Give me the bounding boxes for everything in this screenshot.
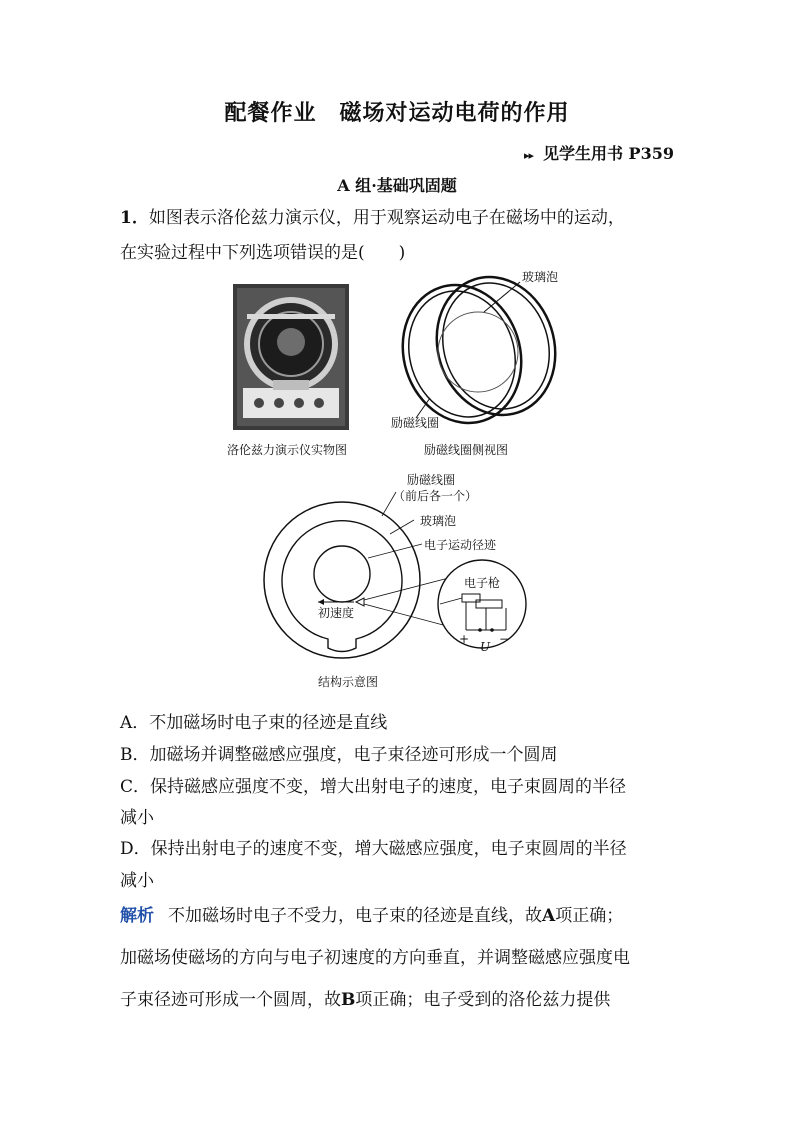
- analysis-text-1a: 不加磁场时电子不受力，电子束的径迹是直线，故: [168, 906, 542, 926]
- group-heading: A 组·基础巩固题: [337, 176, 457, 195]
- question-text-1: 如图表示洛伦兹力演示仪，用于观察运动电子在磁场中的运动，: [148, 208, 625, 228]
- double-arrow-icon: ▸▸: [523, 149, 533, 162]
- struct-minus-sign: −: [499, 632, 510, 646]
- question-line-1: [120, 203, 625, 228]
- analysis-line-1: [120, 901, 623, 926]
- struct-label-coil-note: （前后各一个）: [393, 489, 478, 503]
- struct-label-initial-velocity: 初速度: [318, 606, 355, 620]
- struct-label-path: 电子运动径迹: [424, 538, 497, 552]
- analysis-text-1c: 项正确；: [555, 906, 624, 926]
- struct-label-gun: 电子枪: [464, 576, 501, 590]
- coil-side-view: [390, 270, 570, 430]
- structure-caption: 结构示意图: [318, 675, 379, 689]
- analysis-text-3c: 项正确；电子受到的洛伦兹力提供: [355, 990, 611, 1010]
- student-book-reference: [524, 141, 674, 164]
- analysis-option-a: A: [542, 906, 556, 926]
- analysis-label: 解析: [120, 906, 154, 926]
- question-line-2: 在实验过程中下列选项错误的是( ): [120, 243, 406, 263]
- option-a: A．不加磁场时电子束的径迹是直线: [120, 713, 388, 733]
- analysis-option-b: B: [341, 990, 356, 1010]
- struct-voltage-u: U: [480, 640, 491, 654]
- option-b: B．加磁场并调整磁感应强度，电子束径迹可形成一个圆周: [120, 745, 558, 765]
- struct-label-bulb: 玻璃泡: [420, 514, 457, 528]
- struct-plus-sign: +: [459, 632, 470, 646]
- question-number: 1．: [120, 208, 149, 228]
- option-d-line-2: 减小: [120, 871, 154, 891]
- side-label-bulb: 玻璃泡: [522, 270, 559, 284]
- analysis-text-3a: 子束径迹可形成一个圆周，故: [120, 990, 341, 1010]
- struct-label-coil: 励磁线圈: [407, 473, 456, 487]
- reference-text: 见学生用书 P359: [542, 144, 674, 163]
- side-label-coil: 励磁线圈: [391, 416, 440, 430]
- photo-caption: 洛伦兹力演示仪实物图: [227, 443, 348, 457]
- option-c-line-2: 减小: [120, 808, 154, 828]
- side-view-caption: 励磁线圈侧视图: [424, 443, 509, 457]
- option-c-line-1: C．保持磁感应强度不变，增大出射电子的速度，电子束圆周的半径: [120, 777, 627, 797]
- analysis-line-2: 加磁场使磁场的方向与电子初速度的方向垂直，并调整磁感应强度电: [120, 948, 630, 968]
- option-d-line-1: D．保持出射电子的速度不变，增大磁感应强度，电子束圆周的半径: [120, 839, 627, 859]
- page-title: 配餐作业 磁场对运动电荷的作用: [224, 100, 570, 126]
- analysis-line-3: [120, 985, 610, 1010]
- demonstrator-photo: [233, 284, 349, 430]
